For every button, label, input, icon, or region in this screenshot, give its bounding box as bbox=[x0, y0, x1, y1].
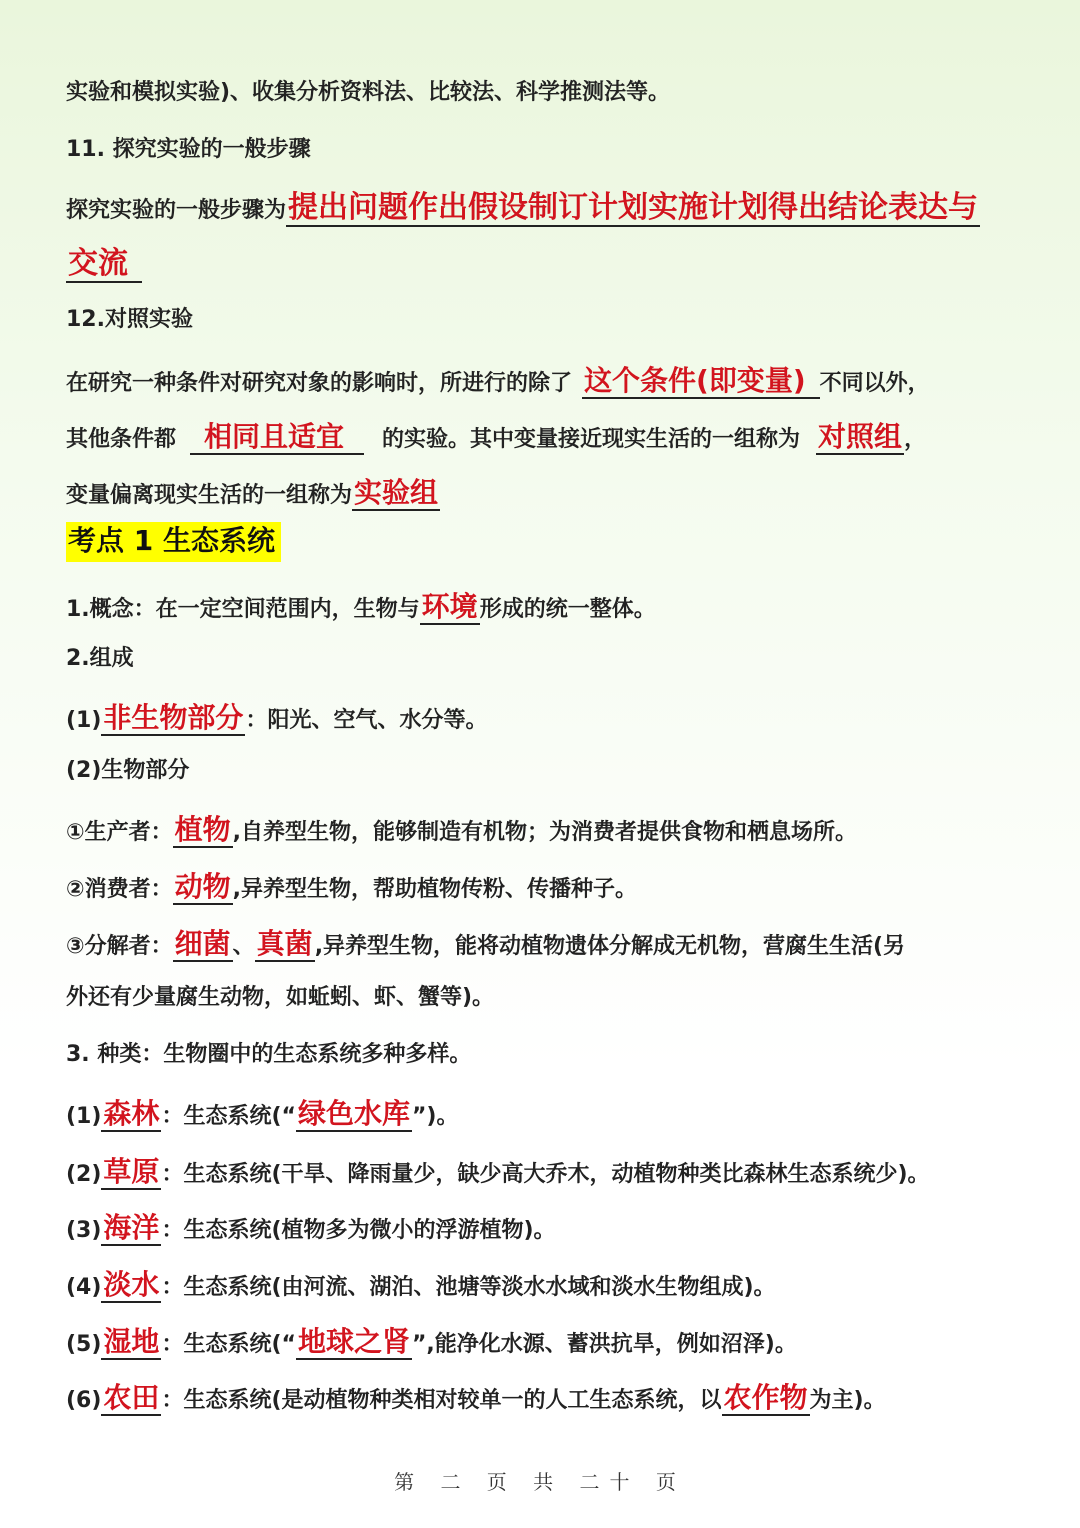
line-text: (6) bbox=[66, 1388, 102, 1413]
answer-blank: 森林 bbox=[103, 1097, 160, 1130]
answer-blank: 对照组 bbox=[818, 420, 903, 453]
line-text: (2) bbox=[66, 1162, 102, 1187]
line-text: 实验和模拟实验)、收集分析资料法、比较法、科学推测法等。 bbox=[66, 80, 671, 105]
answer-blank: 提出问题作出假设制订计划实施计划得出结论表达与 bbox=[288, 190, 979, 225]
text-line bbox=[66, 1325, 1040, 1359]
text-line bbox=[66, 813, 1040, 847]
text-line bbox=[66, 590, 1040, 624]
line-text: 在研究一种条件对研究对象的影响时，所进行的除了 bbox=[66, 371, 573, 396]
line-text: 、 bbox=[232, 934, 255, 959]
answer-blank: 地球之肾 bbox=[297, 1325, 410, 1358]
text-line bbox=[66, 701, 1040, 735]
line-text: ”)。 bbox=[411, 1104, 459, 1129]
text-line bbox=[66, 420, 1040, 454]
text-line bbox=[66, 476, 1040, 510]
answer-blank: 农田 bbox=[103, 1381, 160, 1414]
heading bbox=[66, 522, 1040, 562]
text-line bbox=[66, 1381, 1040, 1415]
line-text: ：生态系统(干旱、降雨量少，缺少高大乔木，动植物种类比森林生态系统少)。 bbox=[161, 1162, 930, 1187]
answer-blank: 绿色水库 bbox=[297, 1097, 410, 1130]
answer-blank: 环境 bbox=[421, 590, 478, 623]
line-text: ：阳光、空气、水分等。 bbox=[245, 708, 488, 733]
line-text: ,异养型生物，帮助植物传粉、传播种子。 bbox=[232, 877, 638, 902]
line-text: 探究实验的一般步骤为 bbox=[66, 198, 287, 223]
text-line bbox=[66, 246, 1040, 282]
page-footer: 第 二 页 共 二十 页 bbox=[394, 1470, 686, 1494]
line-text: ：生态系统(“ bbox=[161, 1104, 296, 1129]
answer-blank: 植物 bbox=[174, 813, 231, 846]
line-text: 的实验。其中变量接近现实生活的一组称为 bbox=[382, 427, 801, 452]
line-text: ， bbox=[904, 427, 927, 452]
line-text: ②消费者： bbox=[66, 877, 173, 902]
line-text: ”,能净化水源、蓄洪抗旱，例如沼泽)。 bbox=[411, 1332, 797, 1357]
answer-blank: 这个条件(即变量) bbox=[582, 364, 820, 399]
line-text: (5) bbox=[66, 1332, 102, 1357]
line-text: ：生态系统(“ bbox=[161, 1332, 296, 1357]
answer-blank: 淡水 bbox=[103, 1268, 160, 1301]
text-line bbox=[66, 364, 1040, 398]
answer-blank: 真菌 bbox=[256, 927, 313, 960]
line-text: ,自养型生物，能够制造有机物；为消费者提供食物和栖息场所。 bbox=[232, 820, 858, 845]
answer-blank: 农作物 bbox=[723, 1381, 808, 1414]
line-text: 2.组成 bbox=[66, 646, 134, 671]
text-line bbox=[66, 1268, 1040, 1302]
text-line bbox=[66, 1211, 1040, 1245]
line-text: 1.概念：在一定空间范围内，生物与 bbox=[66, 597, 420, 622]
line-text: (4) bbox=[66, 1275, 102, 1300]
line-text: 其他条件都 bbox=[66, 427, 177, 452]
answer-blank: 细菌 bbox=[174, 927, 231, 960]
line-text: (2)生物部分 bbox=[66, 758, 190, 783]
line-text: 外还有少量腐生动物，如蚯蚓、虾、蟹等)。 bbox=[66, 985, 495, 1010]
text-line bbox=[66, 758, 1040, 784]
line-text: 为主)。 bbox=[809, 1388, 886, 1413]
line-text: ：生态系统(由河流、湖泊、池塘等淡水水域和淡水生物组成)。 bbox=[161, 1275, 776, 1300]
section-title bbox=[66, 137, 1040, 163]
line-text: 不同以外， bbox=[819, 371, 930, 396]
text-line bbox=[66, 985, 1040, 1011]
text-line bbox=[66, 927, 1040, 961]
line-text: (1) bbox=[66, 1104, 102, 1129]
text-line bbox=[66, 1042, 1040, 1068]
section-title-text: 12.对照实验 bbox=[66, 307, 193, 332]
answer-blank: 草原 bbox=[103, 1155, 160, 1188]
text-line bbox=[66, 646, 1040, 672]
line-text: ：生态系统(是动植物种类相对较单一的人工生态系统，以 bbox=[161, 1388, 722, 1413]
text-line bbox=[66, 80, 1040, 106]
section-title-text: 11. 探究实验的一般步骤 bbox=[66, 137, 311, 162]
answer-blank: 湿地 bbox=[103, 1325, 160, 1358]
answer-blank: 交流 bbox=[66, 246, 142, 283]
answer-blank: 实验组 bbox=[354, 476, 439, 509]
section-title bbox=[66, 307, 1040, 333]
text-line bbox=[66, 190, 1040, 226]
line-text: ,异养型生物，能将动植物遗体分解成无机物，营腐生生活(另 bbox=[314, 934, 906, 959]
answer-blank: 海洋 bbox=[103, 1211, 160, 1244]
answer-blank: 动物 bbox=[174, 870, 231, 903]
topic-heading: 考点 1 生态系统 bbox=[66, 522, 281, 562]
line-text: 变量偏离现实生活的一组称为 bbox=[66, 483, 353, 508]
line-text: (1) bbox=[66, 708, 102, 733]
line-text: 3. 种类：生物圈中的生态系统多种多样。 bbox=[66, 1042, 472, 1067]
text-line bbox=[66, 870, 1040, 904]
line-text: ①生产者： bbox=[66, 820, 173, 845]
line-text: (3) bbox=[66, 1218, 102, 1243]
text-line bbox=[66, 1155, 1040, 1189]
line-text: ：生态系统(植物多为微小的浮游植物)。 bbox=[161, 1218, 556, 1243]
line-text: 形成的统一整体。 bbox=[479, 597, 656, 622]
text-line bbox=[66, 1097, 1040, 1131]
line-text: ③分解者： bbox=[66, 934, 173, 959]
answer-blank: 非生物部分 bbox=[103, 701, 244, 734]
answer-blank: 相同且适宜 bbox=[190, 420, 364, 455]
